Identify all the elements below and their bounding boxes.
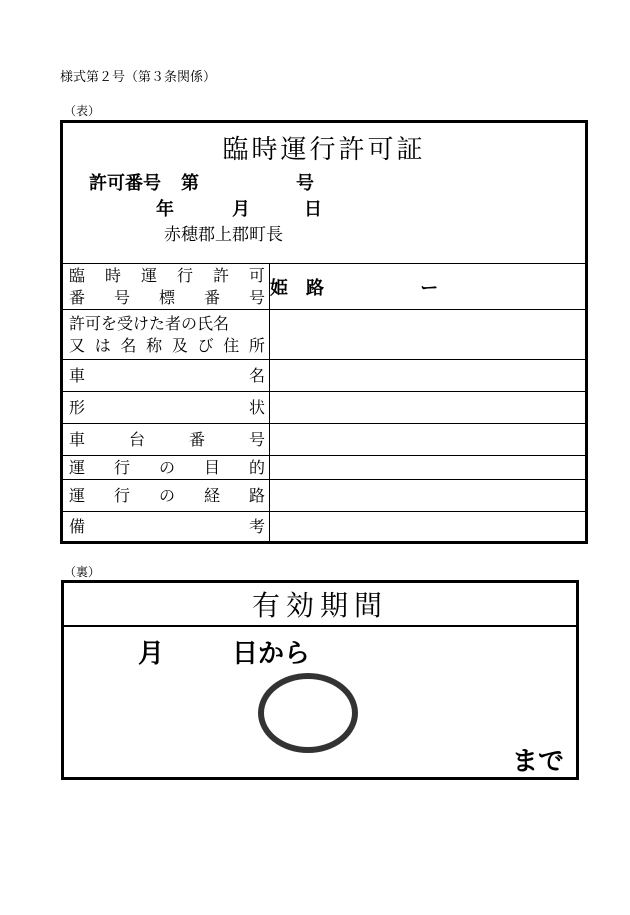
seal-circle [258,673,358,753]
char: 所 [248,335,265,355]
char: 備 [69,517,86,537]
char: 経 [203,485,220,505]
char: 可 [248,265,265,285]
row-label-plate [63,264,270,310]
char: 番 [188,429,205,449]
row-label-chassis [63,424,270,456]
form-number: 様式第２号（第３条関係） [60,70,217,85]
char: 臨 [69,265,86,285]
char: 行 [113,457,130,477]
char: 車 [69,429,86,449]
table-row [63,392,585,424]
char: 運 [69,485,86,505]
date-month: 月 [232,199,250,220]
permit-dai: 第 [181,173,199,194]
validity-from: 日から [232,639,311,669]
char: 車 [69,365,86,385]
row-label-car-name [63,360,270,392]
char: 路 [248,485,265,505]
date-year: 年 [156,199,174,220]
label-line: 許可を受けた者の氏名 [69,313,230,333]
char: 住 [223,335,240,355]
char: 番 [203,287,220,307]
char: 考 [248,517,265,537]
permit-back [61,580,579,780]
char: 番 [69,287,86,307]
char: 運 [69,457,86,477]
char: 時 [104,265,121,285]
permit-title: 臨時運行許可証 [222,135,426,165]
table-row [63,264,585,310]
table-row [63,456,585,480]
char: 状 [248,397,265,417]
shape-value [270,392,586,424]
char: 又 [69,335,86,355]
plate-value [270,264,586,310]
char: 名 [248,365,265,385]
char: 号 [248,287,265,307]
table-row [63,512,585,543]
row-label-remarks [63,512,270,543]
validity-month: 月 [138,639,165,669]
char: 形 [69,397,86,417]
validity-until: まで [512,747,565,777]
back-side-label: （裏） [64,565,101,579]
table-row [63,360,585,392]
table-row [63,424,585,456]
row-label-shape [63,392,270,424]
route-value [270,480,586,512]
plate-dash: ー [420,277,439,299]
char: 許 [212,265,229,285]
char: び [197,335,214,355]
char: 標 [158,287,175,307]
permit-gou: 号 [296,173,314,194]
char: 名 [120,335,137,355]
char: の [158,457,175,477]
permit-number-label: 許可番号 [89,173,161,194]
issuer: 赤穂郡上郡町長 [164,225,283,245]
holder-value [270,310,586,360]
char: 目 [203,457,220,477]
row-label-purpose [63,456,270,480]
permit-table [63,263,585,543]
table-row [63,310,585,360]
char: 称 [146,335,163,355]
purpose-value [270,456,586,480]
char: 台 [128,429,145,449]
remarks-value [270,512,586,543]
char: 号 [113,287,130,307]
plate-city: 姫 路 [270,277,324,299]
front-side-label: （表） [64,104,101,118]
char: 行 [176,265,193,285]
char: は [94,335,111,355]
char: 号 [248,429,265,449]
table-row [63,480,585,512]
validity-title: 有効期間 [64,583,576,627]
permit-front [60,120,588,544]
char: 的 [248,457,265,477]
car-name-value [270,360,586,392]
char: 運 [140,265,157,285]
char: 及 [171,335,188,355]
char: の [158,485,175,505]
char: 行 [113,485,130,505]
row-label-route [63,480,270,512]
chassis-value [270,424,586,456]
date-day: 日 [304,199,322,220]
row-label-holder [63,310,270,360]
